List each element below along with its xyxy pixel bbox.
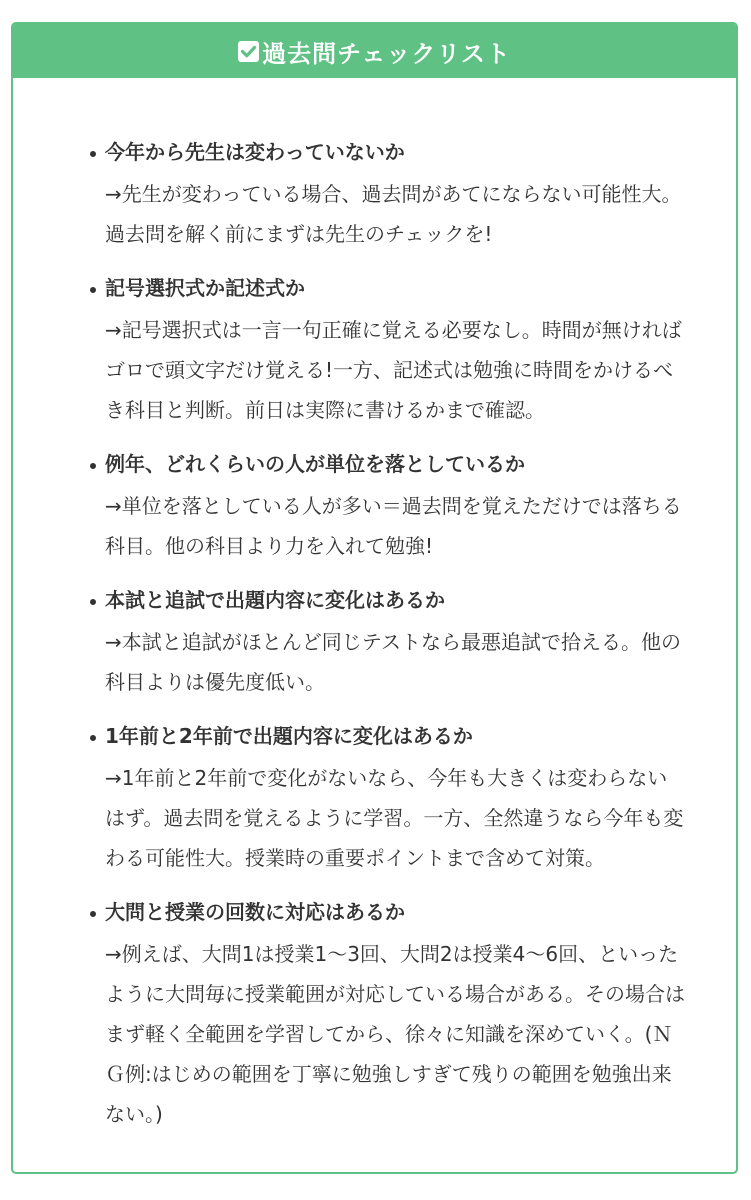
checklist-item-description: →記号選択式は一言一句正確に覚える必要なし。時間が無ければゴロで頭文字だけ覚える!一方、記述式は勉強に時間をかけるべき科目と判断。前日は実際に書けるかまで確認。 bbox=[105, 318, 682, 422]
checklist-item bbox=[105, 447, 706, 566]
card-header bbox=[13, 24, 736, 78]
checklist-item bbox=[105, 583, 706, 702]
checklist-item-title: 大問と授業の回数に対応はあるか bbox=[105, 900, 405, 924]
checklist-item-description: →単位を落としている人が多い＝過去問を覚えただけでは落ちる科目。他の科目より力を入れて勉強! bbox=[105, 494, 682, 558]
checklist-item-description: →先生が変わっている場合、過去問があてにならない可能性大。過去問を解く前にまずは先生のチェックを! bbox=[105, 182, 682, 246]
checklist-item bbox=[105, 135, 706, 254]
checklist-item-title: 例年、どれくらいの人が単位を落としているか bbox=[105, 452, 525, 476]
checklist bbox=[13, 78, 736, 1134]
checklist-item-title: 本試と追試で出題内容に変化はあるか bbox=[105, 588, 445, 612]
card-title: 過去問チェックリスト bbox=[262, 39, 511, 68]
checklist-item-title: 1年前と2年前で出題内容に変化はあるか bbox=[105, 724, 473, 748]
checklist-item bbox=[105, 895, 706, 1134]
checklist-item-description: →例えば、大問1は授業1〜3回、大問2は授業4〜6回、といったように大問毎に授業範囲が対応している場合がある。その場合はまず軽く全範囲を学習してから、徐々に知識を深めていく。(ＮＧ例:はじめの範囲を丁寧に勉強しすぎて残りの範囲を勉強出来ない。) bbox=[105, 942, 685, 1126]
checklist-item-title: 今年から先生は変わっていないか bbox=[105, 140, 405, 164]
checklist-item-title: 記号選択式か記述式か bbox=[105, 276, 305, 300]
checklist-item bbox=[105, 271, 706, 430]
checklist-card bbox=[11, 22, 738, 1174]
checkbox-checked-icon bbox=[238, 41, 259, 62]
checklist-item-description: →本試と追試がほとんど同じテストなら最悪追試で拾える。他の科目よりは優先度低い。 bbox=[105, 630, 681, 694]
checklist-item-description: →1年前と2年前で変化がないなら、今年も大きくは変わらないはず。過去問を覚えるように学習。一方、全然違うなら今年も変わる可能性大。授業時の重要ポイントまで含めて対策。 bbox=[105, 766, 684, 870]
checklist-item bbox=[105, 719, 706, 878]
